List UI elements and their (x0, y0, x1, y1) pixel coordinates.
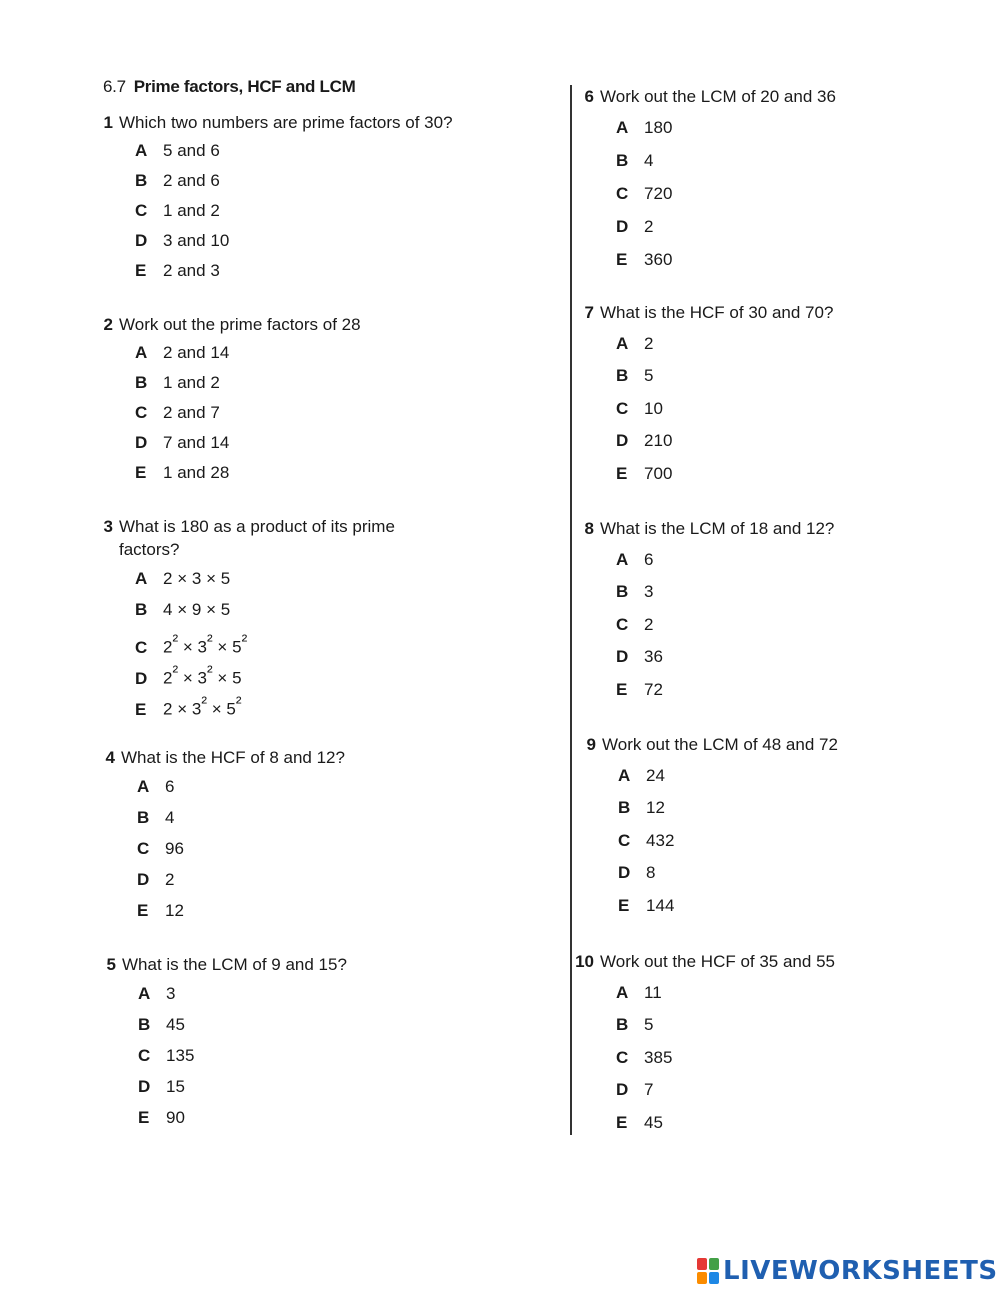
option-value: 5 and 6 (163, 141, 220, 160)
logo-mark-icon (697, 1258, 719, 1284)
answer-options (96, 984, 476, 1139)
logo-text: LIVEWORKSHEETS (723, 1256, 998, 1286)
answer-option-a[interactable] (95, 777, 475, 808)
option-value: 90 (166, 1108, 185, 1127)
section-title (103, 77, 355, 97)
option-value: 4 × 9 × 5 (163, 600, 231, 619)
answer-option-c[interactable] (574, 1048, 954, 1081)
liveworksheets-logo (697, 1256, 998, 1286)
option-letter: D (135, 231, 148, 250)
option-value: 720 (644, 184, 673, 203)
question-text: Which two numbers are prime factors of 30? (119, 113, 453, 132)
question-8 (574, 517, 954, 712)
answer-option-b[interactable] (576, 798, 956, 831)
question-text: What is the LCM of 9 and 15? (122, 955, 347, 974)
answer-option-b[interactable] (574, 151, 954, 184)
answer-options (95, 777, 475, 932)
option-value: 135 (166, 1046, 195, 1065)
answer-options (576, 766, 956, 929)
option-value: 2 × 3 × 5 (163, 569, 231, 588)
answer-option-c[interactable] (95, 839, 475, 870)
option-value: 2 and 14 (163, 343, 230, 362)
answer-option-e[interactable] (574, 464, 954, 497)
option-letter: B (137, 808, 150, 827)
answer-option-b[interactable] (93, 373, 473, 403)
answer-option-e[interactable] (95, 901, 475, 932)
option-letter: B (616, 1015, 629, 1034)
option-value: 5 (644, 1015, 654, 1034)
option-letter: B (135, 600, 148, 619)
option-value: 12 (165, 901, 184, 920)
option-value: 6 (644, 549, 654, 569)
question-7 (574, 301, 954, 496)
option-value: 72 (644, 679, 663, 699)
option-value: 2 (644, 614, 654, 634)
option-value: 7 (644, 1080, 654, 1099)
question-text: What is the HCF of 8 and 12? (121, 748, 345, 767)
option-letter: C (616, 184, 629, 203)
option-value: 2 (644, 217, 654, 236)
question-number: 4 (105, 748, 115, 767)
question-number: 10 (575, 952, 594, 971)
question-number: 8 (584, 519, 594, 538)
option-letter: C (135, 403, 148, 422)
question-number: 6 (584, 87, 594, 106)
question-number: 7 (584, 303, 594, 322)
option-letter: D (135, 668, 148, 688)
option-letter: E (616, 463, 628, 483)
answer-option-d[interactable] (95, 870, 475, 901)
option-value: 24 (646, 765, 665, 785)
question-1 (93, 111, 473, 291)
option-letter: D (137, 870, 150, 889)
option-value: 4 (165, 808, 175, 827)
answer-option-a[interactable] (574, 334, 954, 367)
question-text: Work out the LCM of 48 and 72 (602, 735, 838, 754)
question-header (95, 746, 475, 769)
option-letter: B (135, 373, 148, 392)
option-value: 12 (646, 798, 665, 817)
answer-option-c[interactable] (576, 831, 956, 864)
option-letter: D (616, 1080, 629, 1099)
option-value: 4 (644, 151, 654, 170)
answer-option-a[interactable] (96, 984, 476, 1015)
answer-option-e[interactable] (93, 261, 473, 291)
option-letter: D (135, 433, 148, 452)
answer-option-d[interactable] (574, 217, 954, 250)
section-number: 6.7 (103, 77, 126, 96)
answer-options (93, 569, 473, 724)
answer-option-e[interactable] (93, 463, 473, 493)
answer-option-b[interactable] (574, 366, 954, 399)
answer-option-b[interactable] (574, 1015, 954, 1048)
question-header (574, 301, 954, 324)
answer-option-e[interactable] (574, 250, 954, 283)
option-letter: A (616, 549, 629, 569)
answer-option-c[interactable] (574, 399, 954, 432)
option-letter: B (616, 366, 629, 385)
answer-option-a[interactable] (574, 550, 954, 583)
option-letter: E (135, 699, 147, 719)
option-letter: C (138, 1046, 151, 1065)
column-divider (570, 85, 572, 1135)
option-value: 3 (644, 582, 654, 601)
option-letter: C (616, 398, 629, 418)
answer-option-c[interactable] (574, 615, 954, 648)
option-value: 385 (644, 1047, 673, 1067)
answer-option-e[interactable] (574, 680, 954, 713)
option-value: 180 (644, 118, 673, 137)
option-letter: A (137, 777, 150, 796)
option-letter: A (135, 569, 148, 588)
option-value: 3 (166, 984, 176, 1003)
question-text: Work out the prime factors of 28 (119, 315, 361, 334)
logo-square-orange (697, 1272, 707, 1284)
question-number: 5 (106, 955, 116, 974)
answer-option-b[interactable] (93, 600, 473, 631)
answer-option-e[interactable] (96, 1108, 476, 1139)
option-letter: A (616, 982, 629, 1002)
question-3 (93, 515, 473, 724)
logo-square-blue (709, 1272, 719, 1284)
question-header (93, 111, 473, 134)
option-letter: E (616, 250, 628, 269)
option-value: 360 (644, 250, 673, 269)
answer-option-a[interactable] (93, 141, 473, 171)
option-letter: A (616, 118, 629, 137)
option-letter: C (135, 637, 148, 657)
answer-option-c[interactable] (93, 403, 473, 433)
option-letter: A (135, 141, 148, 160)
option-value: 1 and 2 (163, 201, 220, 220)
answer-option-a[interactable] (574, 118, 954, 151)
option-value: 5 (644, 366, 654, 385)
answer-option-d[interactable] (574, 647, 954, 680)
option-value: 1 and 28 (163, 463, 230, 482)
answer-option-c[interactable] (574, 184, 954, 217)
option-letter: C (618, 830, 631, 850)
option-letter: D (616, 217, 629, 236)
question-5 (96, 953, 476, 1139)
question-header (96, 953, 476, 976)
logo-square-red (697, 1258, 707, 1270)
option-value: 45 (166, 1015, 185, 1034)
option-letter: D (616, 431, 629, 450)
option-letter: B (616, 582, 629, 601)
option-value: 2 (165, 870, 175, 889)
option-letter: A (616, 333, 629, 353)
option-letter: E (618, 895, 630, 915)
option-value: 36 (644, 647, 663, 666)
option-letter: B (616, 151, 629, 170)
question-header (93, 515, 473, 561)
option-value: 432 (646, 830, 675, 850)
section-title-text: Prime factors, HCF and LCM (133, 77, 356, 96)
option-value: 10 (644, 398, 663, 418)
answer-option-e[interactable] (576, 896, 956, 929)
option-value: 6 (165, 777, 175, 796)
option-letter: E (137, 901, 149, 920)
logo-square-green (709, 1258, 719, 1270)
question-10 (574, 950, 954, 1145)
question-2 (93, 313, 473, 493)
question-header (574, 85, 954, 108)
question-number: 1 (103, 113, 113, 132)
answer-option-d[interactable] (574, 1080, 954, 1113)
option-value: 3 and 10 (163, 231, 230, 250)
option-letter: B (135, 171, 148, 190)
question-header (93, 313, 473, 336)
question-header (574, 950, 954, 973)
answer-option-d[interactable] (93, 662, 473, 693)
option-letter: E (616, 1112, 628, 1132)
question-number: 2 (103, 315, 113, 334)
option-value: 96 (165, 839, 184, 858)
question-text: Work out the HCF of 35 and 55 (600, 952, 835, 971)
answer-option-d[interactable] (93, 231, 473, 261)
answer-option-e[interactable] (93, 693, 473, 724)
option-value: 2 and 6 (163, 171, 220, 190)
answer-option-a[interactable] (93, 569, 473, 600)
answer-options (574, 550, 954, 713)
question-4 (95, 746, 475, 932)
option-value: 7 and 14 (163, 433, 230, 452)
answer-options (574, 334, 954, 497)
option-value: 8 (646, 863, 656, 882)
answer-option-a[interactable] (93, 343, 473, 373)
option-value: 11 (644, 982, 662, 1002)
answer-option-e[interactable] (574, 1113, 954, 1146)
option-letter: A (135, 343, 148, 362)
question-header (574, 517, 954, 540)
option-value: $2^{^2} \times 3^{^2} \times 5$ (163, 662, 242, 688)
option-value: 144 (646, 895, 675, 915)
option-value: 2 (644, 333, 654, 353)
question-9 (576, 733, 956, 928)
question-text: What is 180 as a product of its prime factors? (119, 517, 395, 559)
answer-option-b[interactable] (96, 1015, 476, 1046)
option-letter: B (138, 1015, 151, 1034)
answer-option-d[interactable] (93, 433, 473, 463)
question-text: What is the LCM of 18 and 12? (600, 519, 835, 538)
option-letter: A (138, 984, 151, 1003)
option-letter: D (138, 1077, 151, 1096)
option-value: 2 and 3 (163, 261, 220, 280)
option-letter: D (616, 647, 629, 666)
option-letter: C (135, 201, 148, 220)
option-letter: E (138, 1108, 150, 1127)
answer-option-a[interactable] (576, 766, 956, 799)
option-letter: A (618, 765, 631, 785)
answer-option-d[interactable] (576, 863, 956, 896)
answer-option-c[interactable] (96, 1046, 476, 1077)
option-value: $2 \times 3^{^2} \times 5^{^2}$ (163, 693, 242, 719)
option-letter: E (135, 463, 147, 482)
option-value: $2^{^2} \times 3^{^2} \times 5^{^2}$ (163, 631, 248, 657)
option-value: 45 (644, 1112, 663, 1132)
option-letter: E (135, 261, 147, 280)
answer-option-b[interactable] (93, 171, 473, 201)
question-6 (574, 85, 954, 283)
answer-options (574, 118, 954, 283)
question-text: What is the HCF of 30 and 70? (600, 303, 834, 322)
question-header (576, 733, 956, 756)
answer-options (574, 983, 954, 1146)
question-number: 3 (103, 517, 113, 536)
answer-options (93, 343, 473, 493)
option-letter: C (616, 1047, 629, 1067)
option-letter: E (616, 679, 628, 699)
answer-option-d[interactable] (96, 1077, 476, 1108)
answer-option-b[interactable] (95, 808, 475, 839)
option-letter: D (618, 863, 631, 882)
answer-options (93, 141, 473, 291)
option-value: 700 (644, 463, 673, 483)
option-letter: B (618, 798, 631, 817)
option-value: 1 and 2 (163, 373, 220, 392)
answer-option-a[interactable] (574, 983, 954, 1016)
option-value: 210 (644, 431, 673, 450)
question-text: Work out the LCM of 20 and 36 (600, 87, 836, 106)
option-value: 2 and 7 (163, 403, 220, 422)
answer-option-d[interactable] (574, 431, 954, 464)
answer-option-b[interactable] (574, 582, 954, 615)
question-number: 9 (586, 735, 596, 754)
answer-option-c[interactable] (93, 201, 473, 231)
option-value: 15 (166, 1077, 185, 1096)
option-letter: C (616, 614, 629, 634)
option-letter: C (137, 839, 150, 858)
answer-option-c[interactable] (93, 631, 473, 662)
